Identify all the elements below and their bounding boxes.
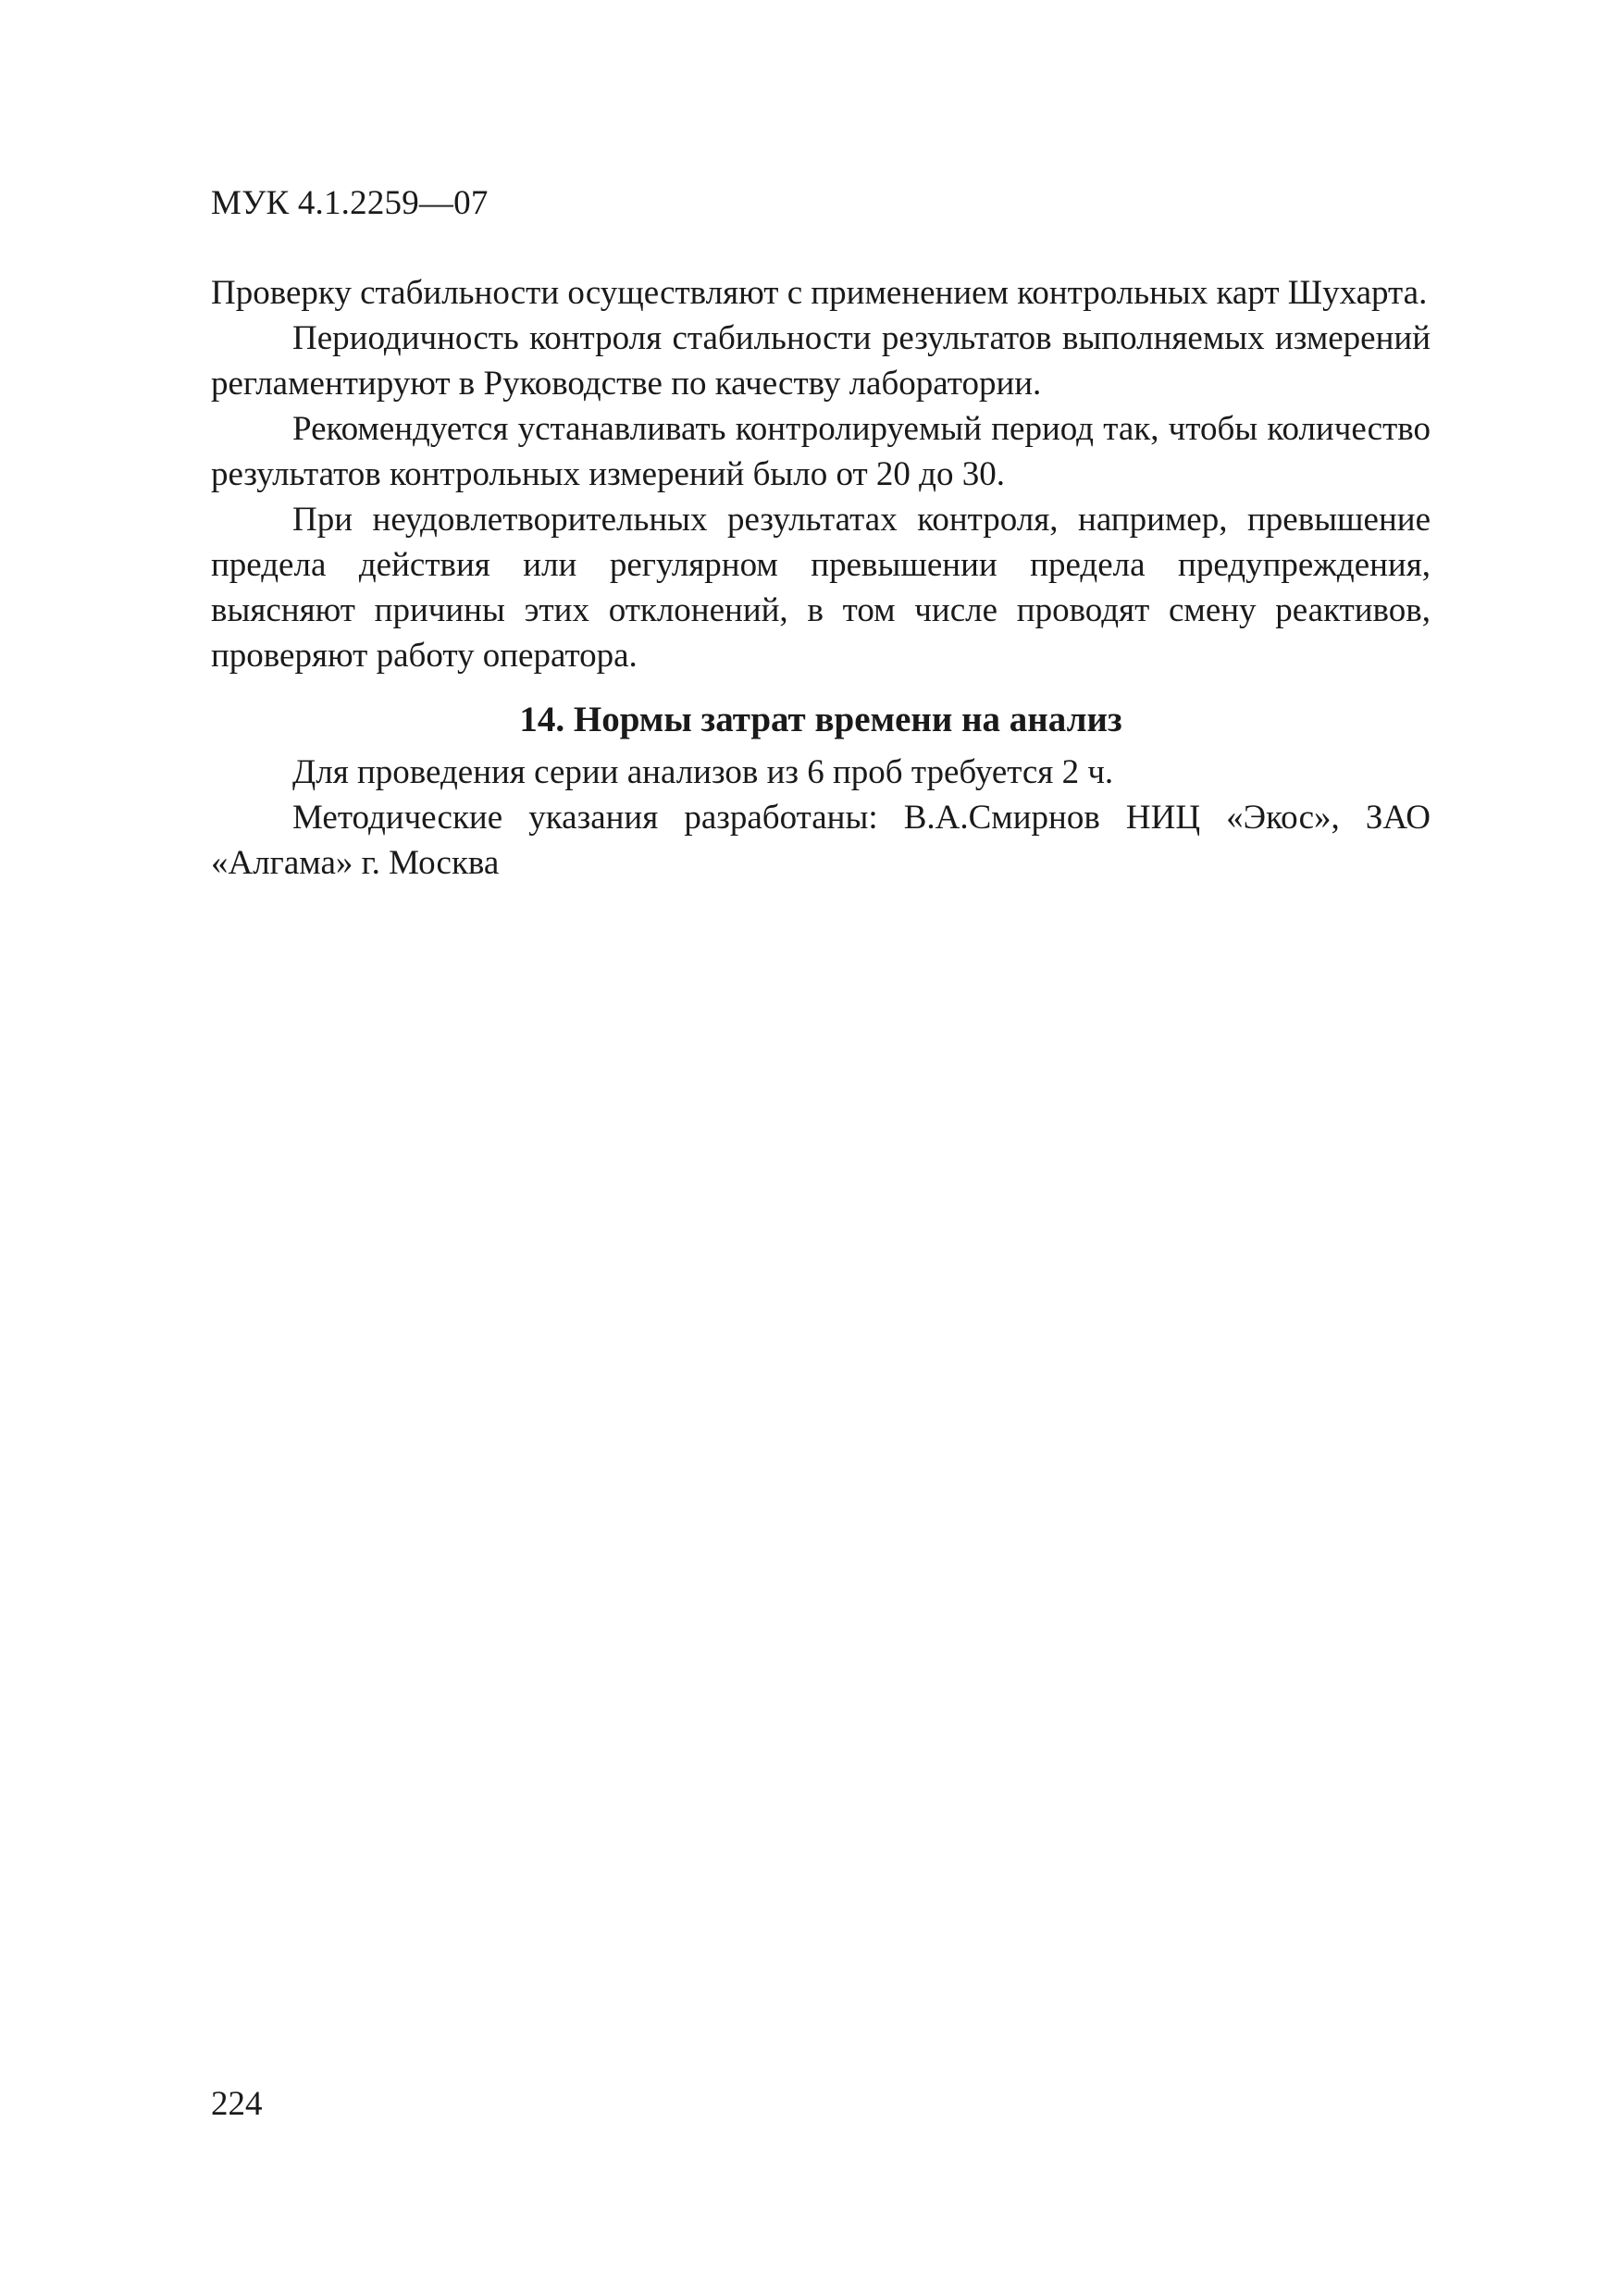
paragraph-shewhart-charts: Проверку стабильности осуществляют с применением контрольных карт Шухарта.	[211, 274, 1428, 312]
running-header: МУК 4.1.2259—07	[211, 184, 489, 222]
paragraph-unsatisfactory-results: При неудовлетворительных результатах контроля, например, превышение предела действия или регулярном превышении предела предупреждения, выясняют причины этих отклонений, в том числе проводят смену реактивов, проверяют работу оператора.	[211, 501, 1431, 675]
paragraph-control-period: Рекомендуется устанавливать контролируемый период так, чтобы количество результатов контрольных измерений было от 20 до 30.	[211, 410, 1431, 493]
page-number: 224	[211, 2085, 263, 2123]
body-text	[211, 270, 1431, 886]
section-title: 14. Нормы затрат времени на анализ	[519, 700, 1122, 739]
paragraph-analysis-time: Для проведения серии анализов из 6 проб требуется 2 ч.	[292, 753, 1114, 791]
paragraph-control-periodicity: Периодичность контроля стабильности результатов выполняемых измерений регламентируют в Руководстве по качеству лаборатории.	[211, 319, 1431, 403]
paragraph-developers: Методические указания разработаны: В.А.Смирнов НИЦ «Экос», ЗАО «Алгама» г. Москва	[211, 799, 1431, 882]
